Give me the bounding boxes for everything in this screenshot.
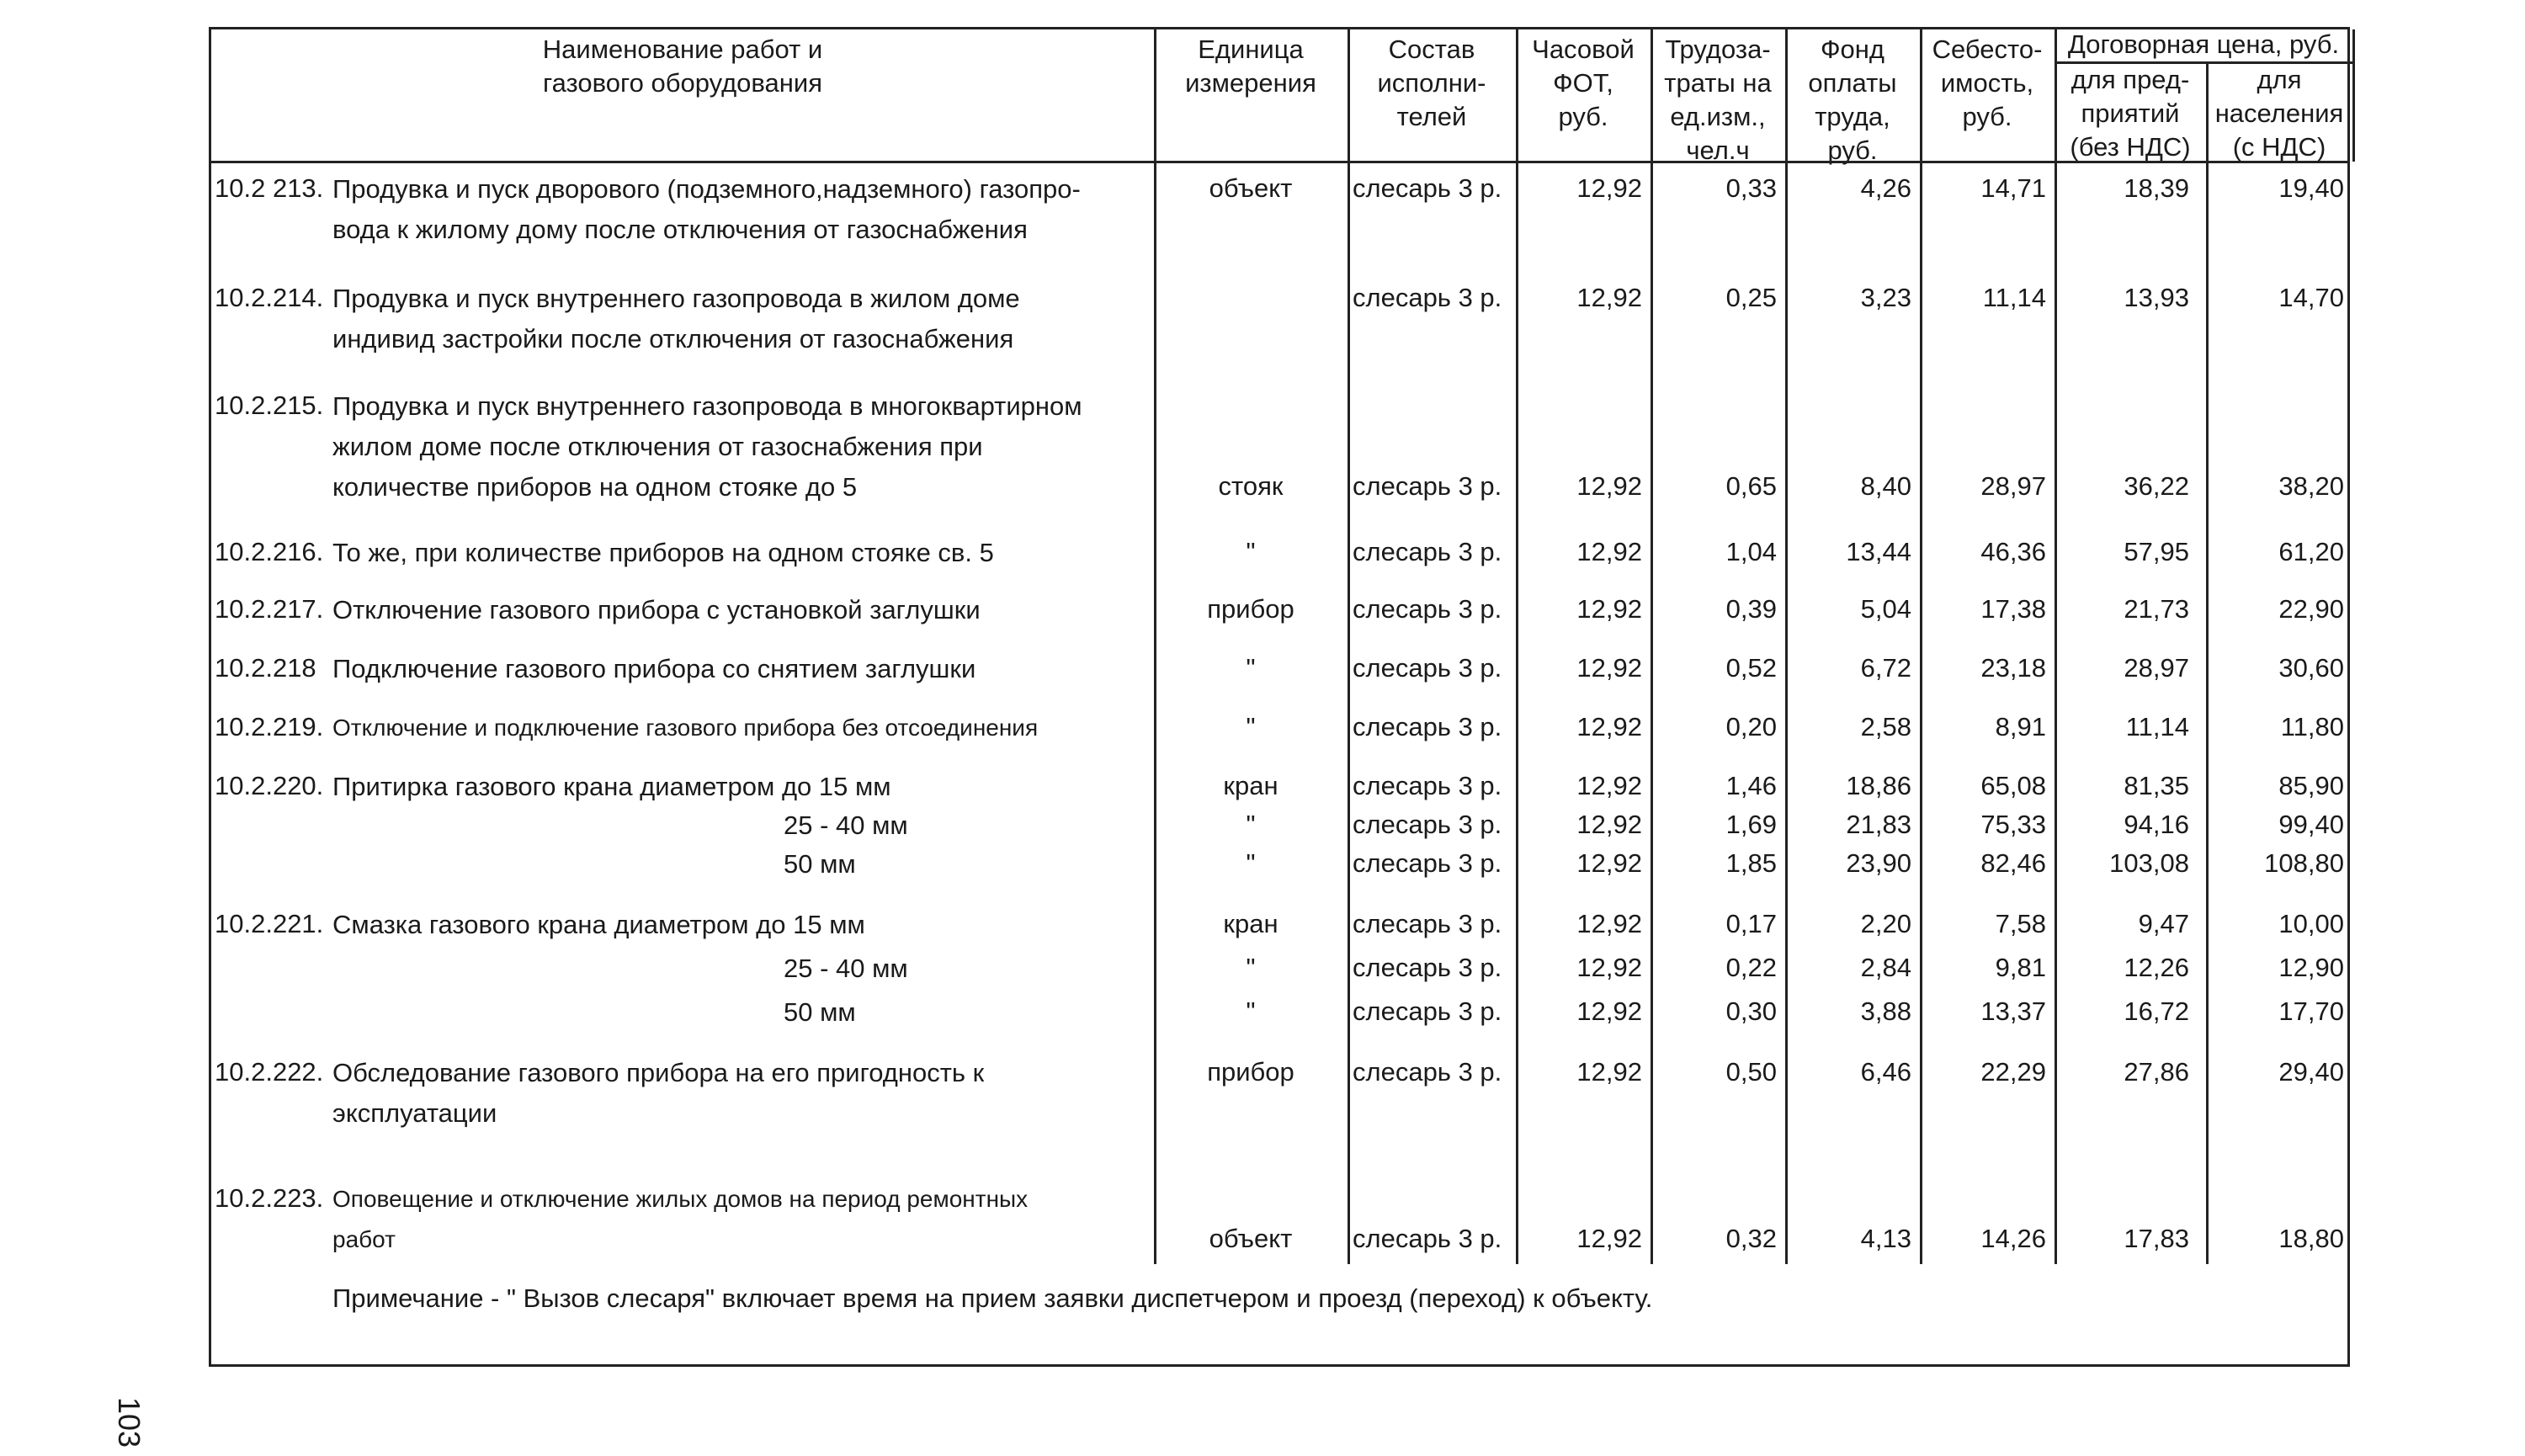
col-divider xyxy=(1785,29,1788,162)
row-cost: 7,58 xyxy=(1995,909,2046,938)
header-fund: Фонд оплаты труда, руб. xyxy=(1808,35,1897,165)
row-population: 18,80 xyxy=(2278,1224,2344,1253)
row-fund: 18,86 xyxy=(1846,771,1911,800)
header-cost: Себесто- имость, руб. xyxy=(1932,35,2043,131)
row-hourly: 12,92 xyxy=(1576,771,1642,800)
row-description: Отключение газового прибора с установкой заглушки xyxy=(332,595,981,624)
col-divider xyxy=(1920,29,1922,162)
header-labor: Трудоза- траты на ед.изм., чел.ч xyxy=(1664,35,1772,165)
row-population: 61,20 xyxy=(2278,537,2344,566)
row-cost: 65,08 xyxy=(1980,771,2046,800)
row-labor: 0,39 xyxy=(1725,594,1777,624)
row-labor: 1,04 xyxy=(1725,537,1777,566)
row-unit: " xyxy=(1246,953,1256,982)
row-fund: 23,90 xyxy=(1846,848,1911,878)
row-description: Продувка и пуск дворового (подземного,надземного) газопро- вода к жилому дому после отключения от газоснабжения xyxy=(332,174,1081,244)
row-unit: прибор xyxy=(1207,1057,1294,1087)
row-labor: 0,65 xyxy=(1725,471,1777,501)
row-code: 10.2.222. xyxy=(215,1057,324,1087)
row-enterprise: 94,16 xyxy=(2124,810,2189,839)
row-labor: 0,20 xyxy=(1725,712,1777,741)
row-labor: 0,17 xyxy=(1725,909,1777,938)
row-population: 12,90 xyxy=(2278,953,2344,982)
row-hourly: 12,92 xyxy=(1576,810,1642,839)
row-enterprise: 11,14 xyxy=(2125,712,2189,741)
row-cost: 11,14 xyxy=(1982,283,2046,312)
row-code: 10.2.217. xyxy=(215,594,324,624)
row-fund: 6,46 xyxy=(1860,1057,1911,1087)
row-fund: 2,84 xyxy=(1860,953,1911,982)
row-unit: " xyxy=(1246,810,1256,839)
row-cost: 14,26 xyxy=(1980,1224,2046,1253)
row-description: 25 - 40 мм xyxy=(784,810,908,840)
row-enterprise: 57,95 xyxy=(2124,537,2189,566)
header-population: для населения (с НДС) xyxy=(2214,65,2344,162)
row-population: 22,90 xyxy=(2278,594,2344,624)
row-crew: слесарь 3 р. xyxy=(1353,594,1502,624)
row-cost: 14,71 xyxy=(1980,173,2046,203)
row-description: Подключение газового прибора со снятием заглушки xyxy=(332,654,976,683)
row-population: 17,70 xyxy=(2278,996,2344,1026)
row-hourly: 12,92 xyxy=(1576,1224,1642,1253)
row-cost: 23,18 xyxy=(1980,653,2046,683)
row-description: Обследование газового прибора на его пригодность к эксплуатации xyxy=(332,1058,985,1128)
row-cost: 22,29 xyxy=(1980,1057,2046,1087)
row-crew: слесарь 3 р. xyxy=(1353,537,1502,566)
row-hourly: 12,92 xyxy=(1576,594,1642,624)
row-fund: 5,04 xyxy=(1860,594,1911,624)
row-enterprise: 12,26 xyxy=(2124,953,2189,982)
row-code: 10.2.216. xyxy=(215,537,324,566)
header-unit: Единица измерения xyxy=(1185,35,1316,98)
row-population: 30,60 xyxy=(2278,653,2344,683)
row-hourly: 12,92 xyxy=(1576,1057,1642,1087)
row-cost: 9,81 xyxy=(1995,953,2046,982)
col-divider xyxy=(2055,29,2057,162)
row-population: 38,20 xyxy=(2278,471,2344,501)
row-hourly: 12,92 xyxy=(1576,848,1642,878)
row-unit: " xyxy=(1246,712,1256,741)
row-labor: 0,22 xyxy=(1725,953,1777,982)
row-population: 85,90 xyxy=(2278,771,2344,800)
page-number: 103 xyxy=(112,1397,146,1448)
row-description: Продувка и пуск внутреннего газопровода в многоквартирном жилом доме после отключения от газоснабжения при количестве приборов на одном стояке до 5 xyxy=(332,391,1082,502)
row-code: 10.2.223. xyxy=(215,1183,324,1213)
row-fund: 6,72 xyxy=(1860,653,1911,683)
row-code: 10.2 213. xyxy=(215,173,324,203)
row-crew: слесарь 3 р. xyxy=(1353,173,1502,203)
row-enterprise: 17,83 xyxy=(2124,1224,2189,1253)
row-population: 108,80 xyxy=(2264,848,2344,878)
row-labor: 0,50 xyxy=(1725,1057,1777,1087)
row-code: 10.2.214. xyxy=(215,283,324,312)
row-crew: слесарь 3 р. xyxy=(1353,810,1502,839)
row-code: 10.2.221. xyxy=(215,909,324,938)
col-divider xyxy=(1154,29,1156,162)
row-code: 10.2.215. xyxy=(215,391,324,420)
row-crew: слесарь 3 р. xyxy=(1353,653,1502,683)
row-crew: слесарь 3 р. xyxy=(1353,471,1502,501)
row-cost: 13,37 xyxy=(1980,996,2046,1026)
row-fund: 13,44 xyxy=(1846,537,1911,566)
row-enterprise: 28,97 xyxy=(2124,653,2189,683)
row-hourly: 12,92 xyxy=(1576,537,1642,566)
row-hourly: 12,92 xyxy=(1576,909,1642,938)
row-unit: стояк xyxy=(1218,471,1284,501)
row-enterprise: 36,22 xyxy=(2124,471,2189,501)
row-cost: 28,97 xyxy=(1980,471,2046,501)
row-labor: 0,30 xyxy=(1725,996,1777,1026)
row-labor: 0,33 xyxy=(1725,173,1777,203)
row-crew: слесарь 3 р. xyxy=(1353,771,1502,800)
row-description: 25 - 40 мм xyxy=(784,954,908,983)
row-population: 19,40 xyxy=(2278,173,2344,203)
row-unit: " xyxy=(1246,848,1256,878)
row-cost: 75,33 xyxy=(1980,810,2046,839)
row-code: 10.2.219. xyxy=(215,712,324,741)
row-enterprise: 103,08 xyxy=(2109,848,2189,878)
col-divider xyxy=(1348,29,1350,162)
row-description: Оповещение и отключение жилых домов на период ремонтных работ xyxy=(332,1186,1029,1252)
row-population: 29,40 xyxy=(2278,1057,2344,1087)
row-fund: 2,20 xyxy=(1860,909,1911,938)
row-crew: слесарь 3 р. xyxy=(1353,283,1502,312)
row-cost: 8,91 xyxy=(1995,712,2046,741)
row-unit: объект xyxy=(1209,1224,1293,1253)
row-fund: 3,88 xyxy=(1860,996,1911,1026)
row-description: Отключение и подключение газового прибора без отсоединения xyxy=(332,715,1039,741)
row-unit: объект xyxy=(1209,173,1293,203)
row-hourly: 12,92 xyxy=(1576,712,1642,741)
row-crew: слесарь 3 р. xyxy=(1353,909,1502,938)
row-crew: слесарь 3 р. xyxy=(1353,953,1502,982)
row-hourly: 12,92 xyxy=(1576,471,1642,501)
row-description: Смазка газового крана диаметром до 15 мм xyxy=(332,910,865,939)
row-code: 10.2.220. xyxy=(215,771,324,800)
row-cost: 17,38 xyxy=(1980,594,2046,624)
row-unit: кран xyxy=(1223,909,1278,938)
header-name: Наименование работ и газового оборудования xyxy=(542,35,823,98)
row-code: 10.2.218 xyxy=(215,653,316,683)
price-table xyxy=(209,27,2350,1367)
row-unit: " xyxy=(1246,996,1256,1026)
row-hourly: 12,92 xyxy=(1576,996,1642,1026)
header-enterprise: для пред- приятий (без НДС) xyxy=(2070,65,2191,162)
row-fund: 4,26 xyxy=(1860,173,1911,203)
row-fund: 3,23 xyxy=(1860,283,1911,312)
row-hourly: 12,92 xyxy=(1576,953,1642,982)
row-enterprise: 18,39 xyxy=(2124,173,2189,203)
row-labor: 1,69 xyxy=(1725,810,1777,839)
col-divider xyxy=(1516,29,1518,162)
row-hourly: 12,92 xyxy=(1576,173,1642,203)
row-fund: 2,58 xyxy=(1860,712,1911,741)
header-divider xyxy=(211,161,2347,163)
row-enterprise: 16,72 xyxy=(2124,996,2189,1026)
row-unit: " xyxy=(1246,537,1256,566)
row-fund: 21,83 xyxy=(1846,810,1911,839)
row-population: 11,80 xyxy=(2280,712,2344,741)
row-population: 99,40 xyxy=(2278,810,2344,839)
col-divider xyxy=(1348,162,1350,1264)
table-note: Примечание - " Вызов слесаря" включает время на прием заявки диспетчером и проезд (переход) к объекту. xyxy=(332,1283,1653,1313)
row-enterprise: 9,47 xyxy=(2138,909,2189,938)
row-description: То же, при количестве приборов на одном стояке св. 5 xyxy=(332,538,994,567)
row-labor: 0,25 xyxy=(1725,283,1777,312)
row-enterprise: 13,93 xyxy=(2124,283,2189,312)
row-enterprise: 21,73 xyxy=(2124,594,2189,624)
row-enterprise: 81,35 xyxy=(2124,771,2189,800)
row-crew: слесарь 3 р. xyxy=(1353,996,1502,1026)
row-labor: 1,46 xyxy=(1725,771,1777,800)
header-crew: Состав исполни- телей xyxy=(1377,35,1486,131)
row-population: 14,70 xyxy=(2278,283,2344,312)
row-unit: прибор xyxy=(1207,594,1294,624)
row-population: 10,00 xyxy=(2278,909,2344,938)
row-fund: 8,40 xyxy=(1860,471,1911,501)
row-labor: 1,85 xyxy=(1725,848,1777,878)
row-crew: слесарь 3 р. xyxy=(1353,1057,1502,1087)
row-crew: слесарь 3 р. xyxy=(1353,712,1502,741)
col-divider xyxy=(2206,61,2209,162)
header-price: Договорная цена, руб. xyxy=(2067,29,2340,59)
row-hourly: 12,92 xyxy=(1576,283,1642,312)
row-unit: кран xyxy=(1223,771,1278,800)
col-divider xyxy=(1651,29,1653,162)
row-description: Притирка газового крана диаметром до 15 мм xyxy=(332,772,891,801)
row-unit: " xyxy=(1246,653,1256,683)
row-cost: 82,46 xyxy=(1980,848,2046,878)
header-hourly: Часовой ФОТ, руб. xyxy=(1532,35,1635,131)
row-crew: слесарь 3 р. xyxy=(1353,1224,1502,1253)
row-hourly: 12,92 xyxy=(1576,653,1642,683)
col-divider xyxy=(2352,29,2355,162)
row-labor: 0,52 xyxy=(1725,653,1777,683)
row-description: 50 мм xyxy=(784,849,856,879)
row-cost: 46,36 xyxy=(1980,537,2046,566)
row-fund: 4,13 xyxy=(1860,1224,1911,1253)
row-enterprise: 27,86 xyxy=(2124,1057,2189,1087)
row-crew: слесарь 3 р. xyxy=(1353,848,1502,878)
row-description: Продувка и пуск внутреннего газопровода в жилом доме индивид застройки после отключения от газоснабжения xyxy=(332,284,1020,353)
row-description: 50 мм xyxy=(784,997,856,1027)
row-labor: 0,32 xyxy=(1725,1224,1777,1253)
